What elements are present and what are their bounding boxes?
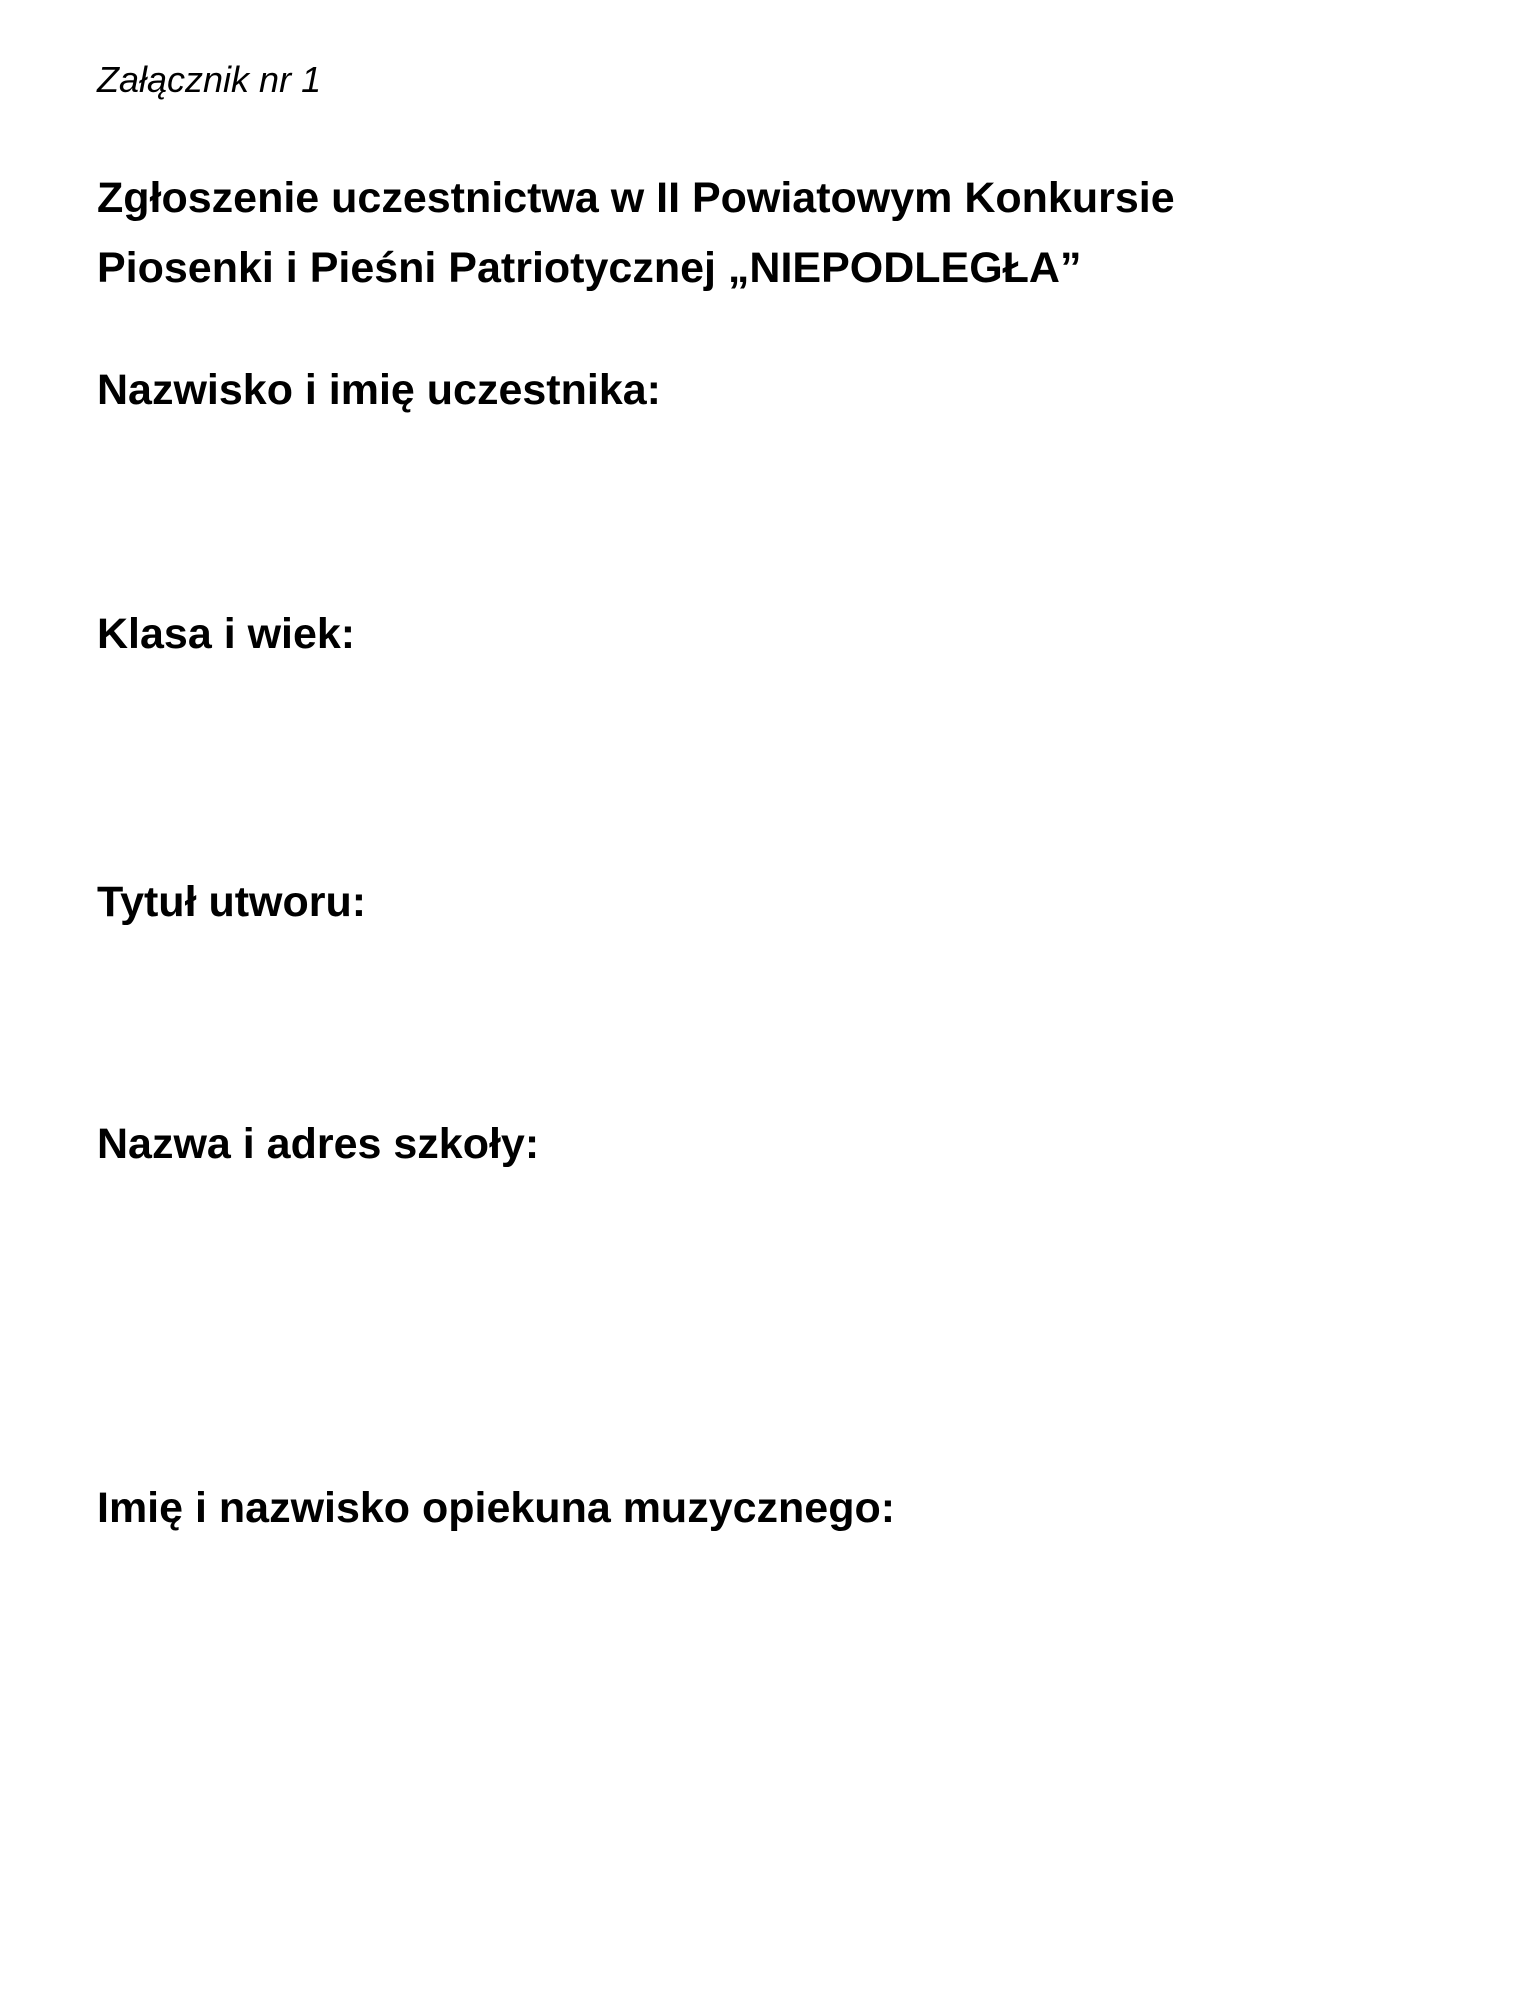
participant-name-label: Nazwisko i imię uczestnika:: [97, 366, 661, 414]
form-title-line-1: Zgłoszenie uczestnictwa w II Powiatowym Konkursie: [97, 174, 1175, 222]
song-title-label: Tytuł utworu:: [97, 878, 367, 926]
form-title-line-2: Piosenki i Pieśni Patriotycznej „NIEPODLEGŁA”: [97, 244, 1082, 292]
music-teacher-label: Imię i nazwisko opiekuna muzycznego:: [97, 1484, 896, 1532]
class-age-label: Klasa i wiek:: [97, 610, 356, 658]
attachment-label: Załącznik nr 1: [97, 59, 322, 100]
school-name-address-label: Nazwa i adres szkoły:: [97, 1120, 540, 1168]
